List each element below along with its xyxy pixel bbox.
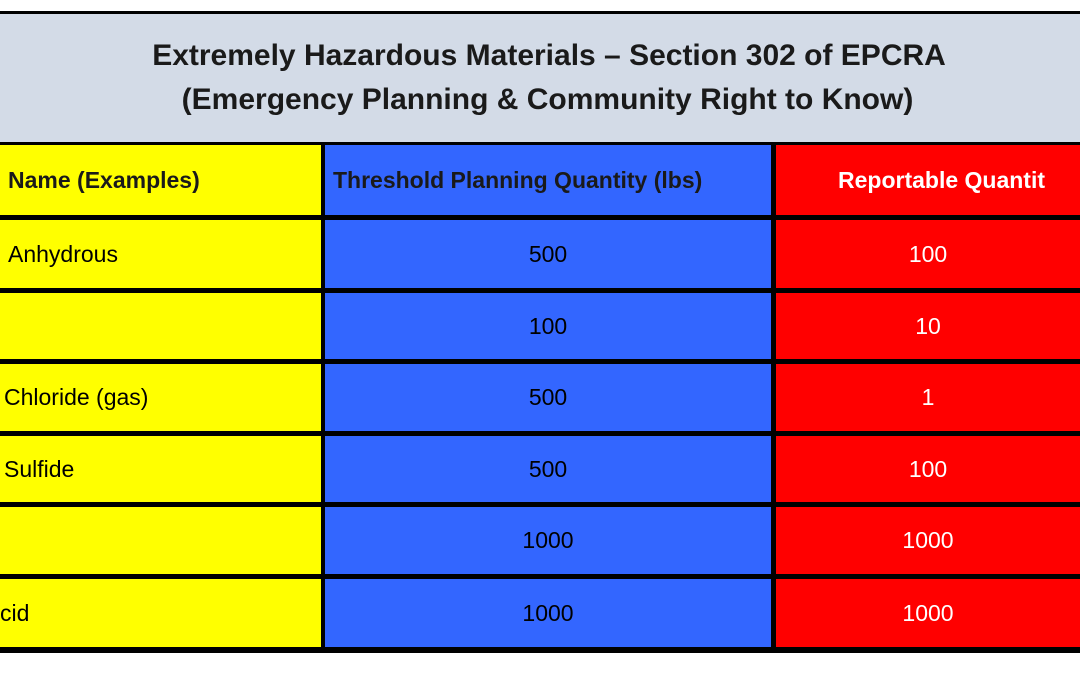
row-1-tpq: 500 (325, 220, 771, 288)
row-6-tpq: 1000 (325, 579, 771, 647)
row-4-rq: 100 (776, 436, 1080, 502)
header-reportable-quantity: Reportable Quantit (776, 145, 1080, 215)
row-6-rq: 1000 (776, 579, 1080, 647)
title-line-1: Extremely Hazardous Materials – Section 302 of EPCRA (152, 39, 946, 72)
row-2-name (0, 293, 321, 359)
hazardous-materials-table (0, 11, 1080, 653)
row-3-tpq: 500 (325, 364, 771, 431)
table-grid (0, 145, 1080, 653)
row-5-rq: 1000 (776, 507, 1080, 574)
row-3-name: Chloride (gas) (0, 364, 321, 431)
row-3-rq: 1 (776, 364, 1080, 431)
row-6-name: cid (0, 579, 321, 647)
row-1-rq: 100 (776, 220, 1080, 288)
row-1-name: Anhydrous (0, 220, 321, 288)
table-title (0, 14, 1080, 142)
row-2-rq: 10 (776, 293, 1080, 359)
row-4-name: Sulfide (0, 436, 321, 502)
title-line-2: (Emergency Planning & Community Right to Know) (181, 83, 914, 116)
row-4-tpq: 500 (325, 436, 771, 502)
header-threshold-planning-quantity: Threshold Planning Quantity (lbs) (325, 145, 771, 215)
header-name: Name (Examples) (0, 145, 321, 215)
row-5-name (0, 507, 321, 574)
row-2-tpq: 100 (325, 293, 771, 359)
row-5-tpq: 1000 (325, 507, 771, 574)
